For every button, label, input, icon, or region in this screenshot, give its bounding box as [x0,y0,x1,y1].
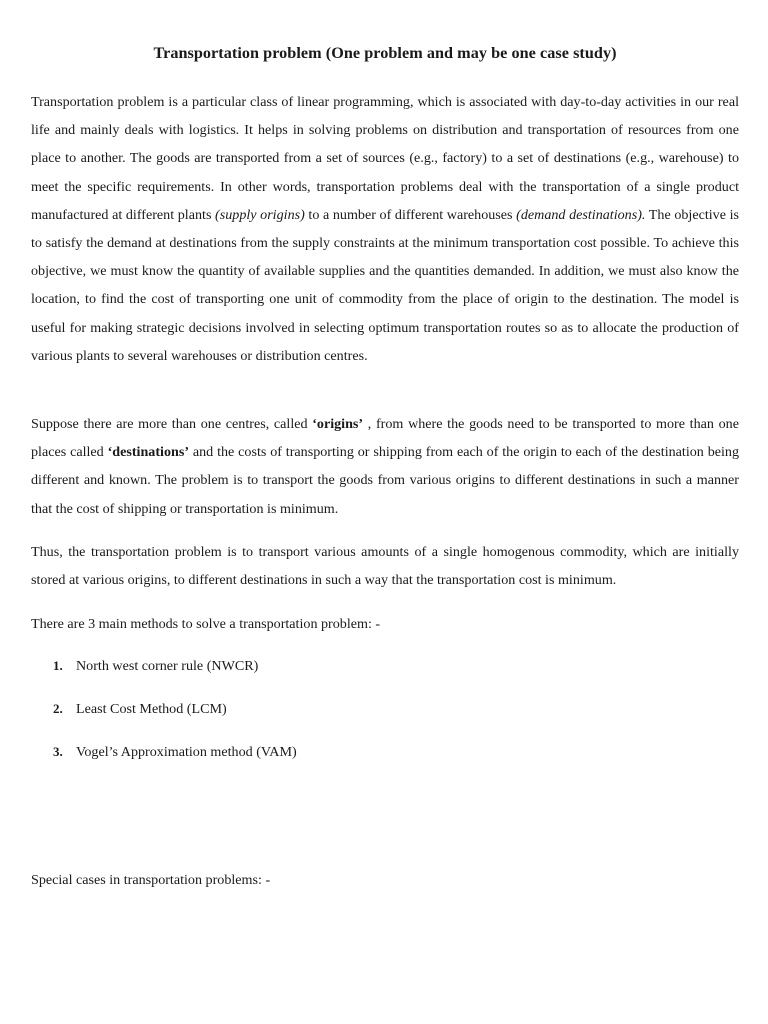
method-number: 1. [53,658,63,673]
paragraph-intro-text-a: Transportation problem is a particular class of linear programming, which is associated with day-to-day activities in our real life and mainly deals with logistics. It helps in solving problems on distribution and transportation of resources from one place to another. The goods are transported from a set of sources (e.g., factory) to a set of destinations (e.g., warehouse) to meet the specific requirements. In other words, transportation problems deal with the transportation of a single product manufactured at different plants [31,94,739,223]
supply-origins-italic: (supply origins) [215,206,305,223]
paragraph-origins-text-c: and the costs of transporting or shipping from each of the origin to each of the destination being different and known. The problem is to transport the goods from various origins to different destinations in such a manner that the cost of shipping or transportation is minimum. [31,444,740,517]
special-cases-heading: Special cases in transportation problems: - [31,872,271,888]
paragraph-origins-text-b: , from where the goods need to be transported to more than one places called [31,416,739,461]
demand-destinations-italic: (demand destinations). [516,206,646,223]
paragraph-intro-text-c: The objective is to satisfy the demand at destinations from the supply constraints at the minimum transportation cost possible. To achieve this objective, we must know the quantity of available supplies and the quantities demanded. In addition, we must also know the location, to find the cost of transporting one unit of commodity from the place of origin to the destination. The model is useful for making strategic decisions involved in selecting optimum transportation routes so as to allocate the production of various plants to several warehouses or distribution centres. [31,206,739,364]
method-label: Least Cost Method (LCM) [76,701,227,717]
origins-bold: ‘origins’ [312,416,364,432]
paragraph-methods-intro: There are 3 main methods to solve a transportation problem: - [31,616,381,632]
paragraph-intro-text-b: to a number of different warehouses [304,206,517,223]
method-number: 3. [53,744,63,759]
paragraph-intro [31,88,739,370]
method-label: North west corner rule (NWCR) [76,658,259,674]
destinations-bold: ‘destinations’ [107,444,190,461]
paragraph-summary: Thus, the transportation problem is to transport various amounts of a single homogenous commodity, which are initially stored at various origins, to different destinations in such a way that the transportation cost is minimum. [31,544,739,589]
paragraph-origins [31,410,739,523]
paragraph-origins-text-a: Suppose there are more than one centres, called [31,416,313,432]
method-label: Vogel’s Approximation method (VAM) [76,744,297,760]
method-number: 2. [53,701,63,716]
page-title: Transportation problem (One problem and may be one case study) [153,44,617,62]
